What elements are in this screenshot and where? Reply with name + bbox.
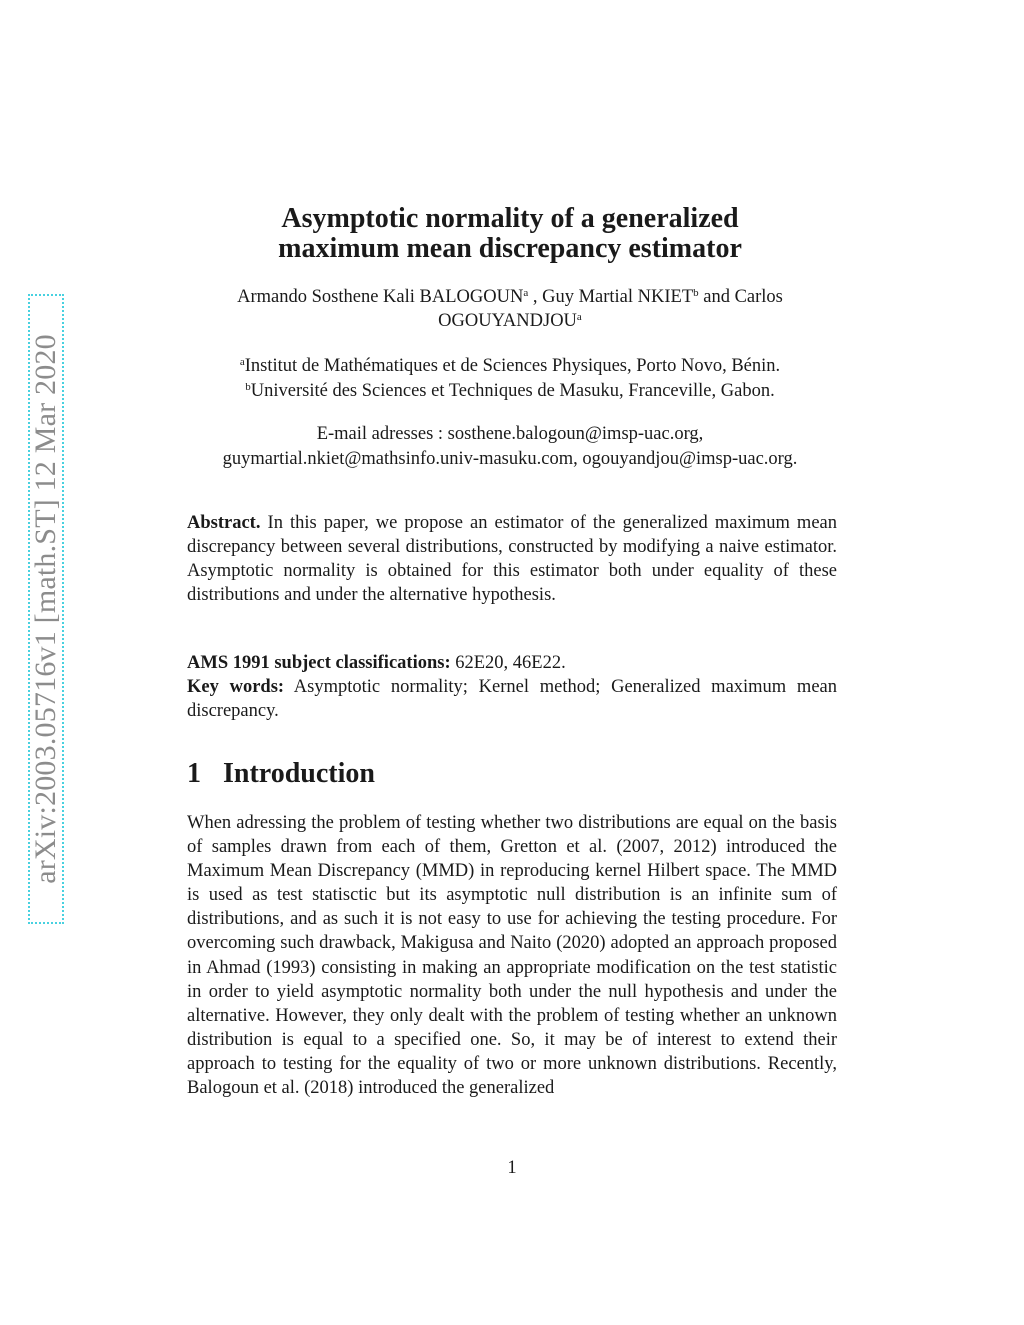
author-name: Armando Sosthene Kali BALOGOUN: [237, 287, 524, 307]
section-number: 1: [187, 758, 201, 789]
affiliations: [150, 354, 870, 404]
ams-codes: 62E20, 46E22.: [455, 653, 566, 673]
author-list: [150, 285, 870, 333]
affiliation-mark: b: [245, 381, 251, 393]
author-name: , Guy Martial NKIET: [528, 287, 694, 307]
email-line-2: guymartial.nkiet@mathsinfo.univ-masuku.com, ogouyandjou@imsp-uac.org.: [222, 449, 798, 469]
abstract-label: Abstract.: [187, 513, 261, 533]
arxiv-stamp: [28, 294, 64, 924]
title-line-1: Asymptotic normality of a generalized: [281, 203, 739, 234]
author-affiliation-mark: a: [576, 311, 582, 323]
author-name: OGOUYANDJOU: [438, 311, 577, 331]
affiliation-b: [150, 379, 870, 404]
affiliation-text: Université des Sciences et Techniques de Masuku, Franceville, Gabon.: [250, 381, 775, 401]
ams-label: AMS 1991 subject classifications:: [187, 653, 451, 673]
keywords-text: Asymptotic normality; Kernel method; Generalized maximum mean discrepancy.: [187, 677, 837, 722]
title-line-2: maximum mean discrepancy estimator: [278, 233, 742, 264]
page-number: 1: [507, 1158, 517, 1178]
paper-title: [150, 204, 870, 264]
ams-classification: [187, 651, 837, 675]
email-addresses: [150, 422, 870, 472]
introduction-paragraph: When adressing the problem of testing whether two distributions are equal on the basis of samples drawn from each of them, Gretton et al. (2007, 2012) introduced the Maximum Mean Discrepancy (MMD) in reproducing kernel Hilbert space. The MMD is used as test statisctic but its asymptotic null distribution is an infinite sum of distributions, and as such it is not easy to use for achieving the testing procedure. For overcoming such drawback, Makigusa and Naito (2020) adopted an approach proposed in Ahmad (1993) consisting in making an appropriate modification on the test statistic in order to yield asymptotic normality both under the null hypothesis and under the alternative. However, they only dealt with the problem of testing whether an unknown distribution is equal to a specified one. So, it may be of interest to extend their approach to testing for the equality of two or more unknown distributions. Recently, Balogoun et al. (2018) introduced the generalized: [187, 813, 837, 1099]
affiliation-text: Institut de Mathématiques et de Sciences Physiques, Porto Novo, Bénin.: [244, 356, 781, 376]
author-affiliation-mark: b: [693, 287, 699, 299]
key-words: [187, 675, 837, 723]
abstract-text: In this paper, we propose an estimator of the generalized maximum mean discrepancy between several distributions, constructed by modifying a naive estimator. Asymptotic normality is obtained for this estimator both under equality of these distributions and under the alternative hypothesis.: [187, 513, 837, 606]
email-line-1: E-mail adresses : sosthene.balogoun@imsp-uac.org,: [316, 424, 704, 444]
section-heading-introduction: [187, 758, 375, 790]
author-name: and Carlos: [698, 287, 783, 307]
classification-block: [187, 651, 837, 723]
affiliation-mark: a: [239, 356, 245, 368]
section-title: Introduction: [223, 758, 375, 789]
affiliation-a: [150, 354, 870, 379]
author-affiliation-mark: a: [523, 287, 529, 299]
arxiv-identifier: arXiv:2003.05716v1 [math.ST] 12 Mar 2020: [29, 334, 62, 884]
keywords-label: Key words:: [187, 677, 285, 698]
authors-line-1: [150, 285, 870, 309]
authors-line-2: [150, 309, 870, 333]
abstract: [187, 511, 837, 607]
